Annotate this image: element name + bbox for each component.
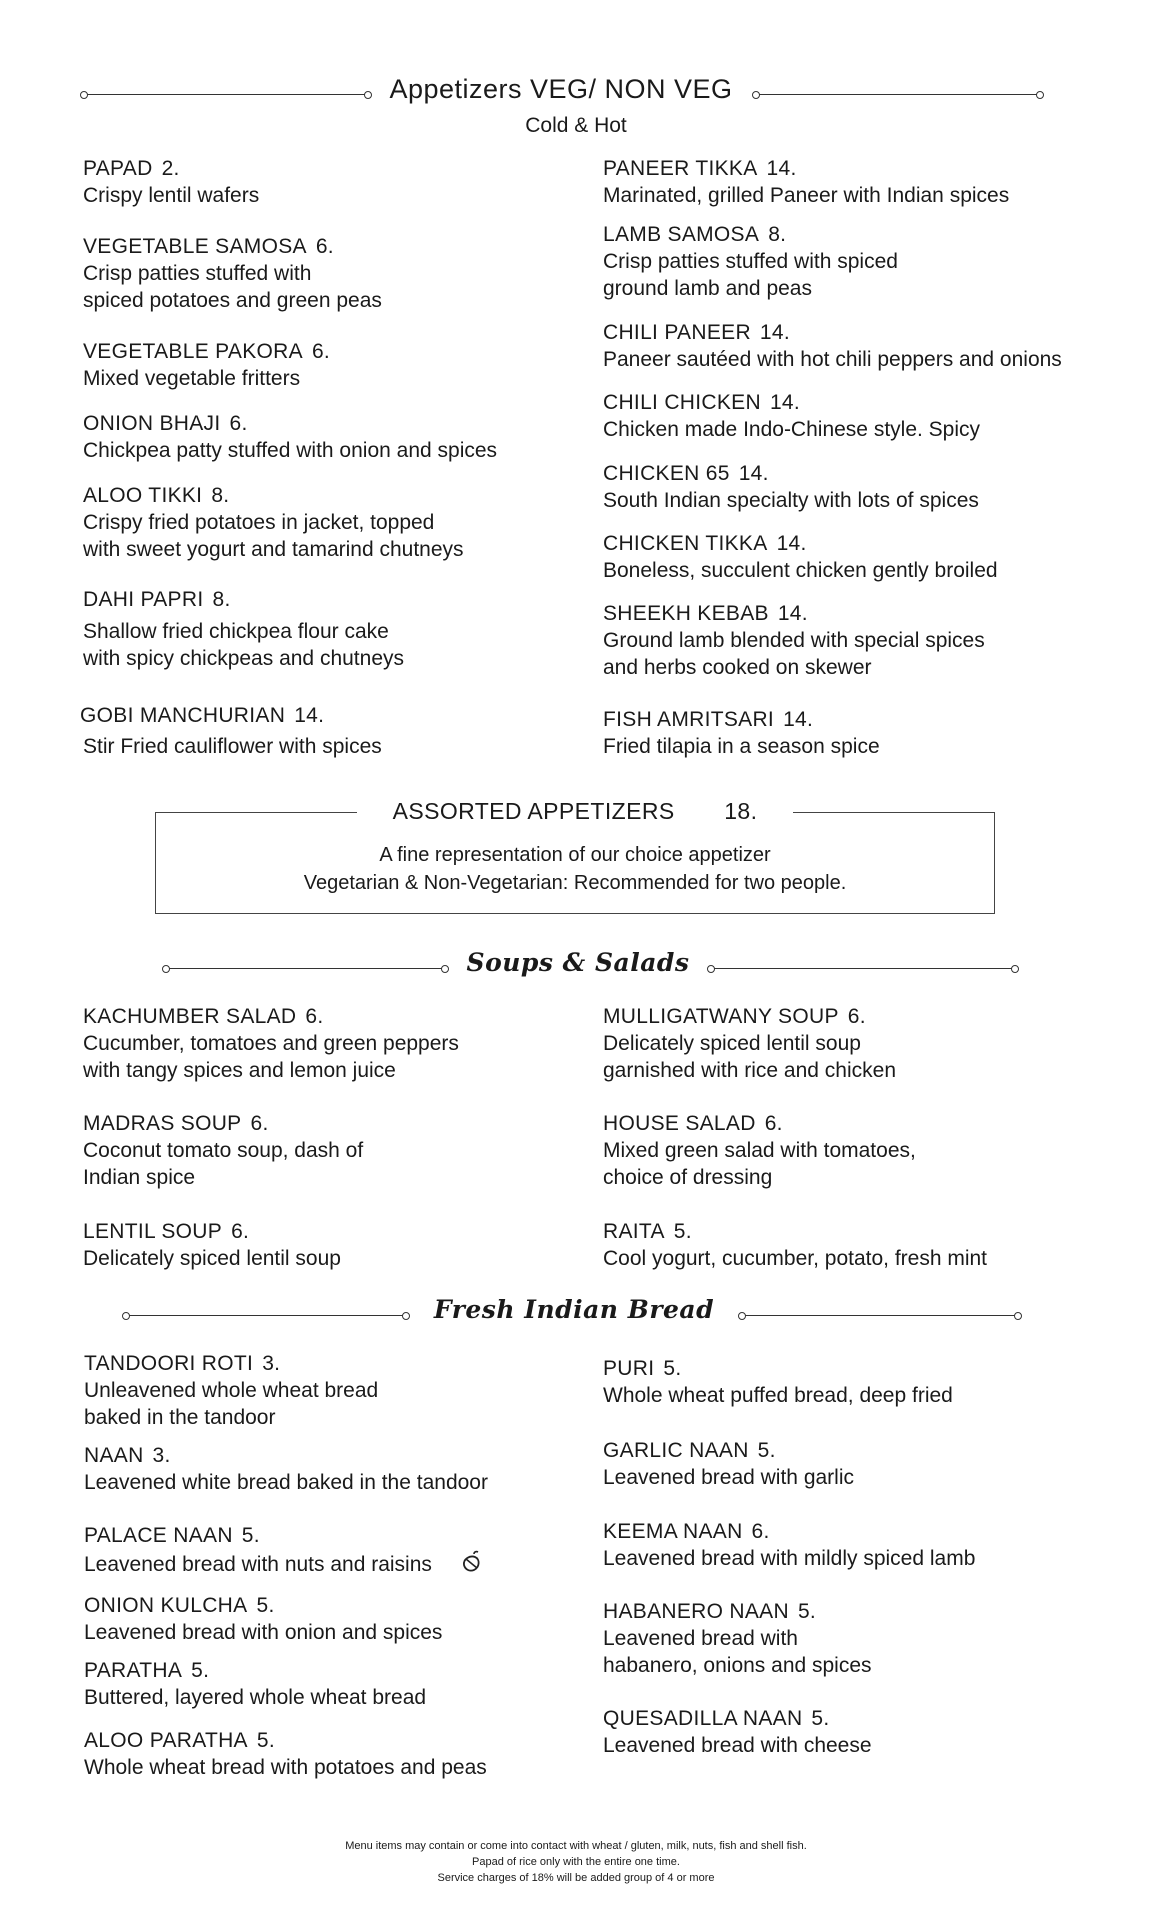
item-name: PURI: [603, 1357, 655, 1380]
item-price: 5.: [811, 1707, 830, 1730]
header-rule-left: [86, 94, 366, 95]
header-rule-right: [758, 94, 1038, 95]
item-price: 14.: [294, 704, 325, 727]
item-description: Crisp patties stuffed with spiced ground lamb and peas: [603, 250, 898, 300]
item-description: Leavened bread with onion and spices: [84, 1621, 443, 1644]
item-name: KEEMA NAAN: [603, 1520, 743, 1543]
menu-item: [83, 482, 464, 563]
menu-item: [603, 389, 980, 443]
item-name: GOBI MANCHURIAN: [80, 704, 286, 727]
item-description: Stir Fried cauliflower with spices: [83, 735, 382, 758]
item-name: KACHUMBER SALAD: [83, 1005, 297, 1028]
item-name: VEGETABLE PAKORA: [83, 340, 303, 363]
item-name: GARLIC NAAN: [603, 1439, 749, 1462]
item-description: Leavened bread with garlic: [603, 1466, 854, 1489]
item-description: Marinated, grilled Paneer with Indian spices: [603, 184, 1010, 207]
item-price: 3.: [152, 1444, 171, 1467]
appetizers-header: [0, 74, 1152, 114]
item-description: Mixed vegetable fritters: [83, 367, 301, 390]
assorted-description: A fine representation of our choice appetizer Vegetarian & Non-Vegetarian: Recommended for two people.: [303, 844, 847, 894]
item-name: ALOO PARATHA: [84, 1729, 248, 1752]
item-name: PANEER TIKKA: [603, 157, 758, 180]
menu-item: [603, 1518, 975, 1572]
menu-item: [603, 1598, 872, 1679]
item-price: 6.: [751, 1520, 770, 1543]
item-name: LAMB SAMOSA: [603, 223, 760, 246]
item-price: 2.: [161, 157, 180, 180]
item-description: Unleavened whole wheat bread baked in the tandoor: [84, 1379, 379, 1429]
menu-item: [84, 1727, 487, 1781]
item-price: 8.: [212, 588, 231, 611]
menu-item: [80, 702, 382, 760]
header-rule-right: [744, 1315, 1016, 1316]
item-name: LENTIL SOUP: [83, 1220, 223, 1243]
soups-title: Soups & Salads: [466, 948, 690, 977]
item-description: Cucumber, tomatoes and green peppers with tangy spices and lemon juice: [83, 1032, 459, 1082]
menu-item: [84, 1350, 378, 1431]
item-price: 6.: [315, 235, 334, 258]
menu-item: [603, 460, 979, 514]
item-price: 8.: [768, 223, 787, 246]
item-description: Leavened bread with mildly spiced lamb: [603, 1547, 976, 1570]
item-name: MADRAS SOUP: [83, 1112, 242, 1135]
item-name: ONION KULCHA: [84, 1594, 248, 1617]
item-price: 6.: [764, 1112, 783, 1135]
item-name: NAAN: [84, 1444, 144, 1467]
item-name: TANDOORI ROTI: [84, 1352, 254, 1375]
item-description: Cool yogurt, cucumber, potato, fresh mint: [603, 1247, 988, 1270]
item-price: 6.: [229, 412, 248, 435]
item-price: 6.: [305, 1005, 324, 1028]
appetizers-title: Appetizers VEG/ NON VEG: [389, 74, 733, 104]
item-price: 5.: [256, 1594, 275, 1617]
item-name: HABANERO NAAN: [603, 1600, 789, 1623]
item-price: 14.: [766, 157, 797, 180]
bread-title: Fresh Indian Bread: [433, 1295, 715, 1324]
menu-item: [84, 1522, 484, 1582]
assorted-name: ASSORTED APPETIZERS: [375, 798, 693, 824]
item-description: Ground lamb blended with special spices and herbs cooked on skewer: [603, 629, 985, 679]
menu-item: [603, 530, 998, 584]
item-name: CHICKEN 65: [603, 462, 730, 485]
allergen-note: Menu items may contain or come into contact with wheat / gluten, milk, nuts, fish and shell fish. Papad of rice only with the entire one time. Service charges of 18% will be added group of 4 or more: [345, 1840, 807, 1884]
item-name: PALACE NAAN: [84, 1524, 233, 1547]
item-name: SHEEKH KEBAB: [603, 602, 769, 625]
item-name: DAHI PAPRI: [83, 588, 204, 611]
item-price: 6.: [231, 1220, 250, 1243]
item-description: Fried tilapia in a season spice: [603, 735, 880, 758]
menu-item: [83, 1218, 341, 1272]
menu-item: [603, 1003, 896, 1084]
item-name: FISH AMRITSARI: [603, 708, 775, 731]
header-rule-right: [713, 968, 1013, 969]
item-description: Leavened bread with cheese: [603, 1734, 872, 1757]
menu-item: [83, 410, 497, 464]
menu-item: [83, 1110, 363, 1191]
item-price: 14.: [776, 532, 807, 555]
item-name: VEGETABLE SAMOSA: [83, 235, 307, 258]
item-price: 5.: [673, 1220, 692, 1243]
item-description: Leavened bread with nuts and raisins: [84, 1553, 432, 1577]
item-description: Paneer sautéed with hot chili peppers and onions: [603, 348, 1062, 371]
item-description: Mixed green salad with tomatoes, choice of dressing: [603, 1139, 916, 1189]
item-description: Buttered, layered whole wheat bread: [84, 1686, 427, 1709]
item-name: HOUSE SALAD: [603, 1112, 756, 1135]
item-name: CHILI CHICKEN: [603, 391, 761, 414]
item-description: Crispy fried potatoes in jacket, topped with sweet yogurt and tamarind chutneys: [83, 511, 464, 561]
item-description: Boneless, succulent chicken gently broiled: [603, 559, 998, 582]
item-description: Crispy lentil wafers: [83, 184, 260, 207]
item-price: 5.: [797, 1600, 817, 1623]
item-description: Crisp patties stuffed with spiced potatoes and green peas: [83, 262, 382, 312]
item-name: RAITA: [603, 1220, 665, 1243]
assorted-title: [156, 798, 994, 825]
item-price: 5.: [256, 1729, 275, 1752]
item-description: Shallow fried chickpea flour cake with spicy chickpeas and chutneys: [83, 620, 404, 670]
item-price: 6.: [847, 1005, 866, 1028]
item-price: 6.: [311, 340, 331, 363]
item-price: 5.: [241, 1524, 260, 1547]
menu-item: [83, 586, 404, 672]
item-price: 3.: [262, 1352, 281, 1375]
menu-item: [603, 1437, 854, 1491]
menu-item: [603, 155, 1009, 209]
menu-item: [83, 338, 330, 392]
menu-item: [83, 1003, 459, 1084]
item-description: Leavened white bread baked in the tandoor: [84, 1471, 488, 1494]
item-name: QUESADILLA NAAN: [603, 1707, 803, 1730]
menu-item: [83, 233, 382, 314]
item-price: 14.: [783, 708, 814, 731]
menu-item: [603, 319, 1062, 373]
item-description: Delicately spiced lentil soup: [83, 1247, 341, 1270]
menu-item: [83, 155, 259, 209]
nut-icon: [458, 1549, 484, 1582]
header-rule-left: [128, 1315, 404, 1316]
item-description: Whole wheat puffed bread, deep fried: [603, 1384, 953, 1407]
item-name: CHICKEN TIKKA: [603, 532, 768, 555]
item-price: 14.: [777, 602, 808, 625]
menu-item: [84, 1657, 426, 1711]
menu-item: [603, 1218, 987, 1272]
item-name: PARATHA: [84, 1659, 183, 1682]
soups-header: [0, 948, 1152, 988]
item-description: Chickpea patty stuffed with onion and spices: [83, 439, 498, 462]
assorted-price: 18.: [706, 798, 775, 824]
appetizers-subtitle: Cold & Hot: [525, 114, 627, 137]
item-name: ONION BHAJI: [83, 412, 221, 435]
bread-header: [0, 1295, 1152, 1335]
item-name: PAPAD: [83, 157, 153, 180]
menu-item: [603, 600, 985, 681]
item-price: 5.: [191, 1659, 210, 1682]
item-description: South Indian specialty with lots of spices: [603, 489, 979, 512]
item-name: ALOO TIKKI: [83, 484, 203, 507]
assorted-appetizers-box: [155, 798, 995, 914]
menu-item: [603, 1705, 872, 1759]
menu-item: [603, 706, 880, 760]
item-description: Whole wheat bread with potatoes and peas: [84, 1756, 487, 1779]
item-price: 8.: [211, 484, 230, 507]
item-description: Coconut tomato soup, dash of Indian spice: [83, 1139, 364, 1189]
header-rule-left: [168, 968, 443, 969]
menu-item: [84, 1592, 442, 1646]
item-price: 6.: [250, 1112, 269, 1135]
item-name: MULLIGATWANY SOUP: [603, 1005, 839, 1028]
item-price: 14.: [738, 462, 769, 485]
item-price: 14.: [769, 391, 801, 414]
menu-item: [603, 1110, 916, 1191]
item-description: Delicately spiced lentil soup garnished with rice and chicken: [603, 1032, 896, 1082]
item-description: Chicken made Indo-Chinese style. Spicy: [603, 418, 981, 441]
item-name: CHILI PANEER: [603, 321, 751, 344]
menu-item: [84, 1442, 488, 1496]
item-description: Leavened bread with habanero, onions and spices: [603, 1627, 872, 1677]
menu-item: [603, 1355, 953, 1409]
item-price: 14.: [759, 321, 791, 344]
item-price: 5.: [757, 1439, 776, 1462]
menu-item: [603, 221, 898, 302]
item-price: 5.: [663, 1357, 682, 1380]
